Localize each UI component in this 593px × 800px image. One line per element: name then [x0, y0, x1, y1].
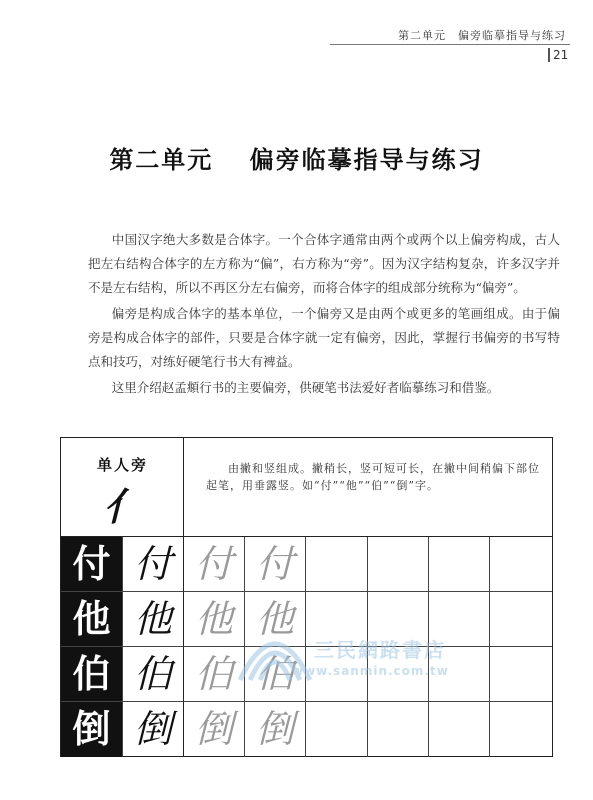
model-char: 倒: [133, 707, 172, 751]
example-char: 伯: [72, 652, 111, 696]
radical-header: [61, 438, 184, 537]
trace-char: 他: [255, 597, 294, 641]
page-number-bar: [548, 48, 550, 62]
radical-description: [184, 438, 552, 537]
trace-cell[interactable]: [184, 537, 245, 592]
practice-row: [61, 537, 552, 592]
example-char-cell: [61, 592, 123, 647]
trace-char: 伯: [194, 652, 233, 696]
model-char-cell: [123, 702, 184, 757]
example-char: 付: [72, 542, 111, 586]
blank-practice-cell[interactable]: [490, 537, 552, 592]
page-title: 第二单元 偏旁临摹指导与练习: [109, 145, 484, 174]
blank-practice-cell[interactable]: [490, 702, 552, 757]
trace-char: 倒: [255, 707, 294, 751]
model-char-cell: [123, 537, 184, 592]
example-char: 他: [72, 597, 111, 641]
paragraph: 偏旁是构成合体字的基本单位，一个偏旁又是由两个或更多的笔画组成。由于偏旁是构成合体字的部件，只要是合体字就一定有偏旁，因此，掌握行书偏旁的书写特点和技巧，对练好硬笔行书大有裨益。: [88, 306, 560, 369]
paragraph: 这里介绍赵孟頫行书的主要偏旁，供硬笔书法爱好者临摹练习和借鉴。: [111, 380, 500, 395]
body-text: [88, 228, 560, 402]
model-char: 伯: [133, 652, 172, 696]
example-char-cell: [61, 647, 123, 702]
trace-char: 他: [194, 597, 233, 641]
blank-practice-cell[interactable]: [429, 702, 490, 757]
blank-practice-cell[interactable]: [306, 702, 368, 757]
watermark-url: www.sanmin.com.tw: [292, 664, 449, 678]
trace-cell[interactable]: [245, 537, 306, 592]
trace-char: 伯: [255, 652, 294, 696]
blank-practice-cell[interactable]: [306, 537, 368, 592]
trace-char: 付: [194, 542, 233, 586]
page-number: 21: [553, 48, 569, 62]
trace-char: 倒: [194, 707, 233, 751]
model-char-cell: [123, 647, 184, 702]
radical-description-text: 由撇和竖组成。撇稍长，竖可短可长，在撇中间稍偏下部位起笔，用垂露竖。如“付”“他”“伯”“倒”字。: [206, 462, 540, 492]
running-head-rule: [330, 44, 570, 45]
watermark: [230, 618, 510, 708]
practice-row: [61, 702, 552, 757]
trace-char: 付: [255, 542, 294, 586]
example-char-cell: [61, 702, 123, 757]
model-char-cell: [123, 592, 184, 647]
model-char: 付: [133, 542, 172, 586]
running-head: 第二单元 偏旁临摹指导与练习: [398, 29, 566, 42]
model-char: 他: [133, 597, 172, 641]
blank-practice-cell[interactable]: [368, 537, 429, 592]
radical-glyph: 亻: [103, 484, 142, 529]
example-char-cell: [61, 537, 123, 592]
trace-cell[interactable]: [184, 702, 245, 757]
blank-practice-cell[interactable]: [429, 537, 490, 592]
blank-practice-cell[interactable]: [368, 702, 429, 757]
practice-table: [60, 437, 553, 757]
radical-name: 单人旁: [96, 456, 148, 474]
paragraph: 中国汉字绝大多数是合体字。一个合体字通常由两个或两个以上偏旁构成，古人把左右结构合体字的左方称为“偏”，右方称为“旁”。因为汉字结构复杂，许多汉字并不是左右结构，所以不再区分左右偏旁，而将合体字的组成部分统称为“偏旁”。: [88, 232, 560, 295]
watermark-name: 三民網路書店: [314, 638, 446, 662]
example-char: 倒: [72, 707, 111, 751]
trace-cell[interactable]: [245, 702, 306, 757]
